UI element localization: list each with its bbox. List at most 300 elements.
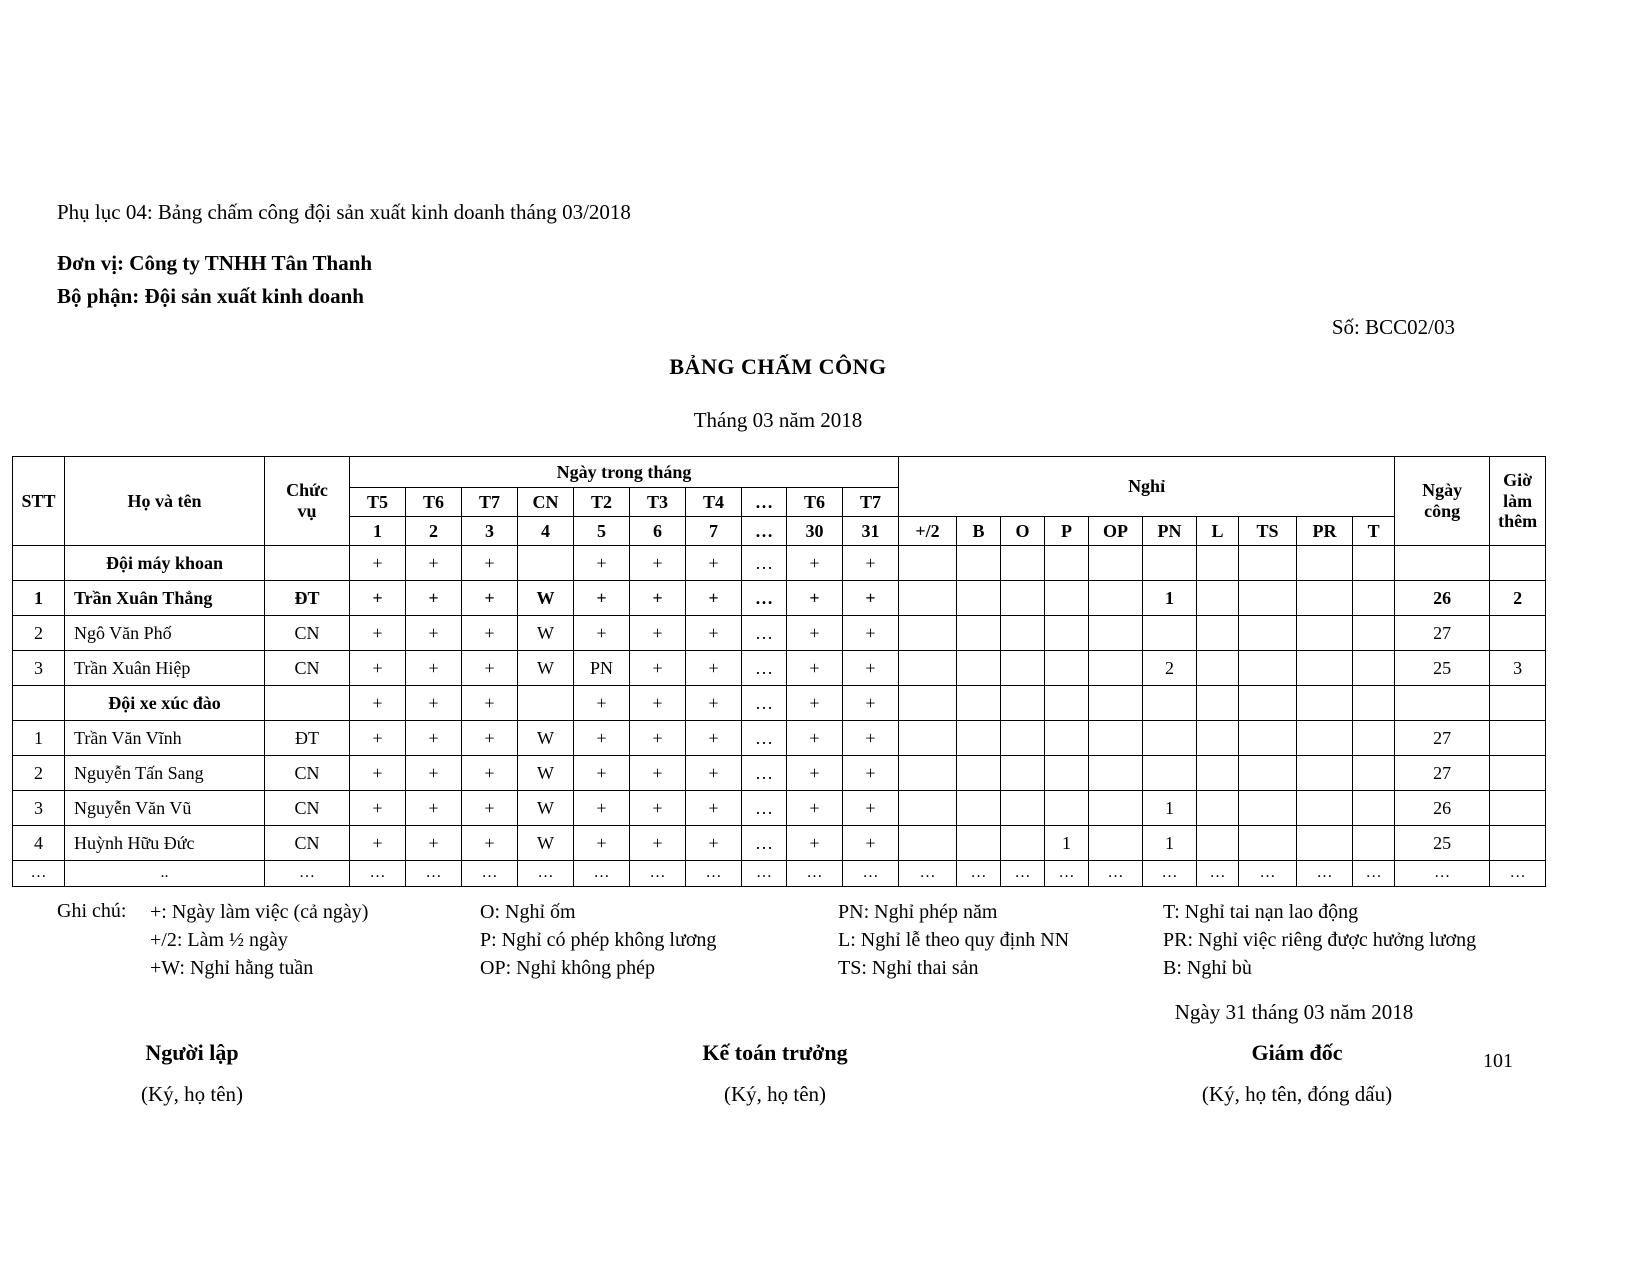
header-workdays <box>1395 457 1490 546</box>
cell-overtime <box>1490 721 1546 756</box>
legend-item: B: Nghỉ bù <box>1163 957 1252 979</box>
employee-row <box>13 581 1546 616</box>
header-weekday: T2 <box>574 488 630 517</box>
cell-absence <box>1353 756 1395 791</box>
cell-day: + <box>787 826 843 861</box>
cell-absence <box>1297 826 1353 861</box>
header-day-number: 3 <box>462 517 518 546</box>
cell-absence <box>1197 616 1239 651</box>
cell-day: + <box>630 546 686 581</box>
ellipsis-row <box>13 861 1546 887</box>
header-day-number: … <box>742 517 787 546</box>
cell-day: + <box>686 686 742 721</box>
legend-item: +W: Nghỉ hằng tuần <box>150 957 314 979</box>
cell-stt: 2 <box>13 616 65 651</box>
cell-day: … <box>742 826 787 861</box>
header-weekday: T3 <box>630 488 686 517</box>
header-day-number: 30 <box>787 517 843 546</box>
cell-absence <box>899 581 957 616</box>
cell-absence <box>1045 651 1089 686</box>
cell-day: … <box>574 861 630 887</box>
cell-position: … <box>265 861 350 887</box>
header-day-number: 2 <box>406 517 462 546</box>
cell-day: + <box>462 686 518 721</box>
signature-subtitle: (Ký, họ tên) <box>723 1082 827 1106</box>
header-position <box>265 457 350 546</box>
cell-day: + <box>686 721 742 756</box>
cell-day: + <box>843 581 899 616</box>
cell-absence <box>1353 791 1395 826</box>
cell-name: Đội máy khoan <box>65 546 265 581</box>
cell-absence <box>1297 791 1353 826</box>
cell-day: … <box>742 581 787 616</box>
cell-day: W <box>518 581 574 616</box>
employee-row <box>13 826 1546 861</box>
cell-absence: 1 <box>1045 826 1089 861</box>
cell-day: + <box>630 581 686 616</box>
cell-name: Ngô Văn Phố <box>65 616 265 651</box>
cell-day: W <box>518 791 574 826</box>
legend-item: P: Nghỉ có phép không lương <box>480 929 717 951</box>
cell-absence <box>1239 546 1297 581</box>
cell-stt: 3 <box>13 791 65 826</box>
cell-day: + <box>462 581 518 616</box>
cell-position <box>265 686 350 721</box>
cell-day: + <box>843 686 899 721</box>
cell-day: + <box>630 791 686 826</box>
header-weekday: T5 <box>350 488 406 517</box>
timesheet-body <box>13 546 1546 887</box>
cell-day: + <box>787 756 843 791</box>
header-absence-col: L <box>1197 517 1239 546</box>
cell-day: + <box>843 826 899 861</box>
cell-absence <box>1045 686 1089 721</box>
cell-absence <box>1089 651 1143 686</box>
cell-stt: 1 <box>13 581 65 616</box>
cell-day: + <box>843 756 899 791</box>
cell-day: … <box>742 686 787 721</box>
cell-day: … <box>787 861 843 887</box>
cell-day: + <box>406 581 462 616</box>
cell-absence <box>899 546 957 581</box>
cell-day: … <box>742 721 787 756</box>
cell-day: + <box>406 616 462 651</box>
cell-day: + <box>574 756 630 791</box>
cell-day: … <box>406 861 462 887</box>
cell-absence: … <box>957 861 1001 887</box>
cell-day: + <box>686 581 742 616</box>
cell-absence <box>957 581 1001 616</box>
cell-absence: 1 <box>1143 581 1197 616</box>
cell-stt <box>13 546 65 581</box>
cell-day: + <box>630 756 686 791</box>
cell-absence <box>1197 581 1239 616</box>
cell-absence <box>1197 546 1239 581</box>
signature-block-director <box>1202 1040 1392 1107</box>
cell-day: + <box>574 546 630 581</box>
cell-absence: 1 <box>1143 791 1197 826</box>
cell-absence <box>1297 756 1353 791</box>
cell-overtime: 2 <box>1490 581 1546 616</box>
header-weekday: CN <box>518 488 574 517</box>
cell-day: + <box>686 791 742 826</box>
cell-absence <box>899 616 957 651</box>
cell-absence <box>1353 826 1395 861</box>
cell-overtime <box>1490 546 1546 581</box>
cell-day: … <box>843 861 899 887</box>
legend-item: PN: Nghỉ phép năm <box>838 901 998 923</box>
cell-absence <box>1001 581 1045 616</box>
cell-absence <box>1001 756 1045 791</box>
cell-absence: … <box>1197 861 1239 887</box>
cell-day: W <box>518 616 574 651</box>
cell-absence <box>899 756 957 791</box>
cell-day: … <box>742 651 787 686</box>
cell-day: + <box>574 721 630 756</box>
legend-item: PR: Nghỉ việc riêng được hưởng lương <box>1163 929 1477 951</box>
employee-row <box>13 721 1546 756</box>
cell-absence <box>1239 791 1297 826</box>
cell-day: + <box>462 616 518 651</box>
cell-absence: … <box>1045 861 1089 887</box>
cell-absence <box>899 791 957 826</box>
cell-absence <box>957 616 1001 651</box>
cell-day: + <box>574 826 630 861</box>
header-absence-col: +/2 <box>899 517 957 546</box>
cell-absence <box>1045 721 1089 756</box>
cell-absence <box>1353 651 1395 686</box>
cell-absence <box>1001 791 1045 826</box>
cell-absence <box>1143 546 1197 581</box>
cell-overtime: … <box>1490 861 1546 887</box>
cell-absence <box>1089 581 1143 616</box>
cell-absence <box>1353 546 1395 581</box>
cell-absence: … <box>1239 861 1297 887</box>
cell-position: CN <box>265 651 350 686</box>
group-row <box>13 686 1546 721</box>
cell-day: + <box>406 791 462 826</box>
cell-position: ĐT <box>265 581 350 616</box>
appendix-line: Phụ lục 04: Bảng chấm công đội sản xuất kinh doanh tháng 03/2018 <box>57 200 631 224</box>
cell-absence <box>1197 651 1239 686</box>
cell-absence: … <box>1297 861 1353 887</box>
cell-workdays <box>1395 546 1490 581</box>
department-line: Bộ phận: Đội sản xuất kinh doanh <box>57 284 364 308</box>
cell-absence <box>1297 581 1353 616</box>
cell-day: + <box>574 791 630 826</box>
cell-position <box>265 546 350 581</box>
cell-absence <box>1197 756 1239 791</box>
cell-day: + <box>686 651 742 686</box>
cell-absence <box>899 686 957 721</box>
cell-name: Đội xe xúc đào <box>65 686 265 721</box>
cell-day: + <box>406 721 462 756</box>
cell-day <box>518 686 574 721</box>
cell-name: .. <box>65 861 265 887</box>
cell-day: … <box>518 861 574 887</box>
cell-day: + <box>787 546 843 581</box>
cell-day: + <box>630 616 686 651</box>
cell-day: … <box>742 756 787 791</box>
cell-absence <box>957 826 1001 861</box>
legend-column-3 <box>838 898 1069 982</box>
cell-day: + <box>686 546 742 581</box>
cell-absence <box>1089 616 1143 651</box>
header-day-number: 7 <box>686 517 742 546</box>
header-weekday: T7 <box>843 488 899 517</box>
cell-day: + <box>350 756 406 791</box>
header-weekday: … <box>742 488 787 517</box>
cell-absence <box>1239 651 1297 686</box>
cell-absence: 1 <box>1143 826 1197 861</box>
header-workdays-label: Ngày công <box>1422 480 1463 521</box>
date-line: Ngày 31 tháng 03 năm 2018 <box>1174 1000 1414 1024</box>
cell-absence <box>1197 791 1239 826</box>
cell-day: + <box>630 721 686 756</box>
cell-workdays: 27 <box>1395 756 1490 791</box>
header-position-label: Chức vụ <box>286 480 328 521</box>
cell-stt: 1 <box>13 721 65 756</box>
signature-title: Giám đốc <box>1251 1040 1343 1065</box>
cell-absence <box>1239 756 1297 791</box>
cell-absence <box>1239 686 1297 721</box>
cell-absence <box>1045 546 1089 581</box>
cell-stt: 2 <box>13 756 65 791</box>
header-absence-col: OP <box>1089 517 1143 546</box>
cell-overtime <box>1490 791 1546 826</box>
employee-row <box>13 651 1546 686</box>
cell-absence: … <box>1001 861 1045 887</box>
cell-absence <box>1297 546 1353 581</box>
cell-stt: 4 <box>13 826 65 861</box>
cell-absence <box>1143 721 1197 756</box>
cell-day: + <box>574 581 630 616</box>
cell-name: Trần Xuân Thắng <box>65 581 265 616</box>
cell-day: + <box>843 546 899 581</box>
cell-overtime <box>1490 826 1546 861</box>
cell-absence <box>1197 826 1239 861</box>
employee-row <box>13 756 1546 791</box>
cell-day: … <box>742 616 787 651</box>
cell-day: + <box>686 616 742 651</box>
cell-absence <box>1001 686 1045 721</box>
header-weekday: T6 <box>787 488 843 517</box>
signature-block-chief-accountant <box>702 1040 847 1107</box>
cell-day: + <box>406 756 462 791</box>
cell-absence <box>1239 616 1297 651</box>
legend-label: Ghi chú: <box>57 900 127 922</box>
header-overtime: Giờ làm thêm <box>1490 457 1546 546</box>
cell-absence <box>957 651 1001 686</box>
cell-absence: … <box>1089 861 1143 887</box>
page-title: BẢNG CHẤM CÔNG <box>669 354 887 379</box>
cell-absence <box>1197 686 1239 721</box>
cell-day: W <box>518 721 574 756</box>
cell-absence <box>957 791 1001 826</box>
cell-absence <box>1239 826 1297 861</box>
cell-workdays: 25 <box>1395 651 1490 686</box>
cell-absence <box>899 721 957 756</box>
cell-stt <box>13 686 65 721</box>
cell-position: ĐT <box>265 721 350 756</box>
cell-day: … <box>742 861 787 887</box>
cell-workdays: 25 <box>1395 826 1490 861</box>
doc-number: Số: BCC02/03 <box>1331 315 1455 339</box>
cell-absence <box>1089 546 1143 581</box>
cell-absence <box>1353 581 1395 616</box>
cell-workdays <box>1395 686 1490 721</box>
page-subtitle: Tháng 03 năm 2018 <box>693 408 863 432</box>
cell-day: + <box>462 791 518 826</box>
cell-absence <box>1353 616 1395 651</box>
cell-day: + <box>787 686 843 721</box>
cell-absence <box>1239 581 1297 616</box>
header-day-number: 5 <box>574 517 630 546</box>
cell-workdays: 26 <box>1395 791 1490 826</box>
signature-subtitle: (Ký, họ tên) <box>140 1082 244 1106</box>
cell-position: CN <box>265 616 350 651</box>
cell-day: W <box>518 651 574 686</box>
cell-name: Nguyễn Tấn Sang <box>65 756 265 791</box>
cell-day: + <box>406 546 462 581</box>
header-name: Họ và tên <box>65 457 265 546</box>
cell-absence <box>1001 546 1045 581</box>
cell-absence <box>1197 721 1239 756</box>
page-number: 101 <box>1483 1050 1513 1072</box>
cell-name: Huỳnh Hữu Đức <box>65 826 265 861</box>
legend-item: OP: Nghỉ không phép <box>480 957 655 979</box>
cell-absence <box>899 826 957 861</box>
cell-day: + <box>350 616 406 651</box>
cell-absence <box>1045 581 1089 616</box>
header-absence-col: O <box>1001 517 1045 546</box>
cell-absence <box>1001 721 1045 756</box>
header-day-number: 6 <box>630 517 686 546</box>
cell-stt: 3 <box>13 651 65 686</box>
cell-day: + <box>843 651 899 686</box>
cell-day: + <box>787 721 843 756</box>
unit-line: Đơn vị: Công ty TNHH Tân Thanh <box>57 251 373 275</box>
cell-workdays: 27 <box>1395 721 1490 756</box>
cell-stt: … <box>13 861 65 887</box>
cell-day: + <box>350 651 406 686</box>
cell-day: + <box>462 721 518 756</box>
header-absence-group: Nghỉ <box>899 457 1395 517</box>
cell-absence <box>1297 686 1353 721</box>
cell-day: + <box>350 791 406 826</box>
header-weekday: T7 <box>462 488 518 517</box>
cell-absence <box>1297 721 1353 756</box>
cell-day: + <box>686 756 742 791</box>
header-days-group: Ngày trong tháng <box>350 457 899 488</box>
legend-item: +/2: Làm ½ ngày <box>150 929 288 951</box>
cell-day: + <box>843 721 899 756</box>
cell-absence <box>1353 686 1395 721</box>
employee-row <box>13 791 1546 826</box>
cell-day: + <box>630 826 686 861</box>
header-stt: STT <box>13 457 65 546</box>
legend-item: O: Nghỉ ốm <box>480 901 576 923</box>
cell-absence <box>1089 721 1143 756</box>
header-absence-col: P <box>1045 517 1089 546</box>
signature-title: Người lập <box>145 1040 239 1065</box>
cell-absence <box>1089 826 1143 861</box>
header-row <box>13 457 1546 488</box>
legend-column-4 <box>1163 898 1476 982</box>
cell-absence <box>1045 616 1089 651</box>
header-absence-col: T <box>1353 517 1395 546</box>
header-day-number: 4 <box>518 517 574 546</box>
cell-absence: … <box>1143 861 1197 887</box>
cell-overtime: 3 <box>1490 651 1546 686</box>
cell-day: + <box>462 651 518 686</box>
cell-workdays: 27 <box>1395 616 1490 651</box>
header-absence-col: PN <box>1143 517 1197 546</box>
timesheet-table <box>12 456 1546 887</box>
cell-day: + <box>462 546 518 581</box>
legend-item: T: Nghỉ tai nạn lao động <box>1163 901 1359 923</box>
cell-absence <box>1089 791 1143 826</box>
cell-workdays: 26 <box>1395 581 1490 616</box>
cell-day: + <box>350 826 406 861</box>
cell-day: W <box>518 826 574 861</box>
cell-position: CN <box>265 791 350 826</box>
header-absence-col: TS <box>1239 517 1297 546</box>
timesheet-head <box>13 457 1546 546</box>
cell-absence <box>1297 616 1353 651</box>
cell-absence <box>1143 616 1197 651</box>
legend-item: +: Ngày làm việc (cả ngày) <box>150 901 369 923</box>
cell-day: W <box>518 756 574 791</box>
cell-day: … <box>686 861 742 887</box>
cell-overtime <box>1490 686 1546 721</box>
cell-day: + <box>686 826 742 861</box>
cell-absence <box>1089 756 1143 791</box>
cell-day: … <box>630 861 686 887</box>
cell-absence <box>957 721 1001 756</box>
cell-day: + <box>843 791 899 826</box>
cell-overtime <box>1490 756 1546 791</box>
cell-absence <box>1001 651 1045 686</box>
legend-column-2 <box>480 898 716 982</box>
cell-day: + <box>787 791 843 826</box>
cell-position: CN <box>265 756 350 791</box>
header-absence-col: B <box>957 517 1001 546</box>
cell-overtime <box>1490 616 1546 651</box>
cell-day: + <box>787 581 843 616</box>
cell-name: Trần Xuân Hiệp <box>65 651 265 686</box>
cell-absence <box>1045 791 1089 826</box>
cell-day: + <box>406 651 462 686</box>
cell-absence <box>957 686 1001 721</box>
cell-absence <box>1353 721 1395 756</box>
header-absence-col: PR <box>1297 517 1353 546</box>
legend-item: L: Nghỉ lễ theo quy định NN <box>838 929 1070 951</box>
cell-day <box>518 546 574 581</box>
cell-absence: … <box>899 861 957 887</box>
header-weekday: T6 <box>406 488 462 517</box>
cell-absence <box>1143 686 1197 721</box>
cell-name: Nguyễn Văn Vũ <box>65 791 265 826</box>
cell-absence <box>899 651 957 686</box>
signature-title: Kế toán trưởng <box>702 1040 848 1065</box>
cell-absence <box>1001 616 1045 651</box>
cell-day: + <box>462 826 518 861</box>
cell-day: + <box>787 651 843 686</box>
cell-workdays: … <box>1395 861 1490 887</box>
cell-absence <box>1045 756 1089 791</box>
cell-position: CN <box>265 826 350 861</box>
